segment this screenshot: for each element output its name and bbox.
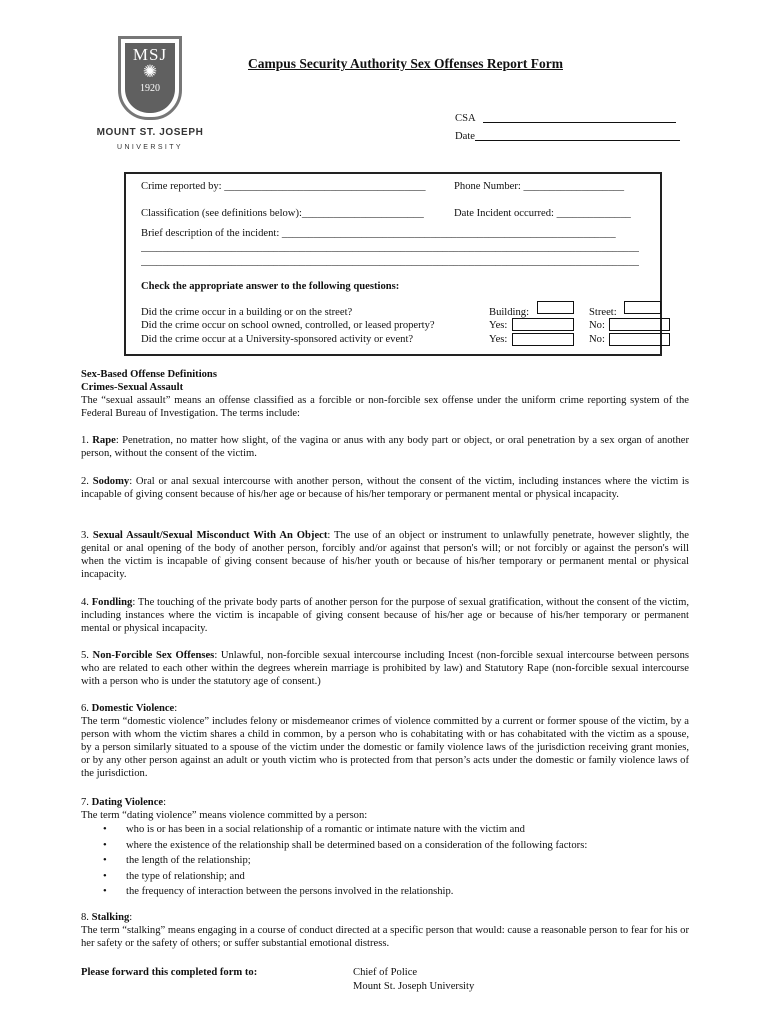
- phone-number-field[interactable]: Phone Number: ___________________: [454, 181, 625, 192]
- definition-rape: 1. Rape: Penetration, no matter how slight, of the vagina or anus with any body part or object, or oral penetration by a sex organ of another person, without the consent of the victim.: [81, 435, 689, 459]
- definition-stalking: 8. Stalking: The term “stalking” means engaging in a course of conduct directed at a specific person that would: cause a reasonable person to fear for his or her safety or the safety of others; or suffer substantial emotional distress.: [81, 912, 689, 949]
- answer-label: Street:: [589, 307, 617, 318]
- list-item: • who is or has been in a social relationship of a romantic or intimate nature with the victim and: [81, 822, 689, 838]
- forward-recipient: Chief of Police: [353, 967, 418, 978]
- street-checkbox[interactable]: [624, 301, 661, 314]
- definition-dating-violence: 7. Dating Violence: The term “dating violence” means violence committed by a person: • who is or has been in a social relationship of a romantic or intimate nature with the victim and • where the existence of the relationship shall be determined based on a consideration of the following factors: • the length of the relationship; • the type of relationship; and • the frequency of interaction between the persons involved in the relationship.: [81, 796, 689, 900]
- university-seal-logo: [118, 36, 182, 120]
- answer-label: Yes:: [489, 320, 508, 331]
- definition-domestic-violence: 6. Domestic Violence: The term “domestic violence” includes felony or misdemeanor crimes of violence committed by a current or former spouse of the victim, by a person with whom the victim shares a child in common, by a person who is cohabitating with or has cohabitated with the victim as a spouse, by a person similarly situated to a spouse of the victim under the domestic or family violence laws of the jurisdiction receiving grant monies, or by any other person against an adult or youth victim who is protected from that person’s acts under the domestic or family violence laws of the jurisdiction.: [81, 703, 689, 779]
- list-item: • the type of relationship; and: [81, 869, 689, 885]
- logo-year: 1920: [140, 83, 160, 94]
- logo-university-subname: UNIVERSITY: [116, 144, 183, 151]
- brief-description-field[interactable]: Brief description of the incident: _______________________________________________________________: [141, 228, 616, 239]
- question-text: Did the crime occur at a University-sponsored activity or event?: [141, 334, 414, 345]
- answer-label: No:: [589, 334, 605, 345]
- building-checkbox[interactable]: [537, 301, 574, 314]
- answer-label: Yes:: [489, 334, 508, 345]
- definition-fondling: 4. Fondling: The touching of the private body parts of another person for the purpose of sexual gratification, without the consent of the victim, including instances where the victim is incapable of giving consent because of his/her age or because of his/her temporary or permanent mental or physical incapacity.: [81, 597, 689, 634]
- compass-star-icon: ✺: [142, 62, 158, 81]
- question-text: Did the crime occur in a building or on the street?: [141, 307, 353, 318]
- definitions-intro: The “sexual assault” means an offense classified as a forcible or non-forcible sex offense under the uniform crime reporting system of the Federal Bureau of Investigation. The terms include:: [81, 395, 689, 419]
- crime-reported-by-field[interactable]: Crime reported by: ______________________________________: [141, 181, 426, 192]
- forward-institution: Mount St. Joseph University: [353, 981, 475, 992]
- list-item: • where the existence of the relationship shall be determined based on a consideration of the following factors:: [81, 838, 689, 854]
- answer-label: Building:: [489, 307, 530, 318]
- description-line[interactable]: ______________________________________________________________________________________________: [141, 242, 639, 253]
- date-label: Date: [455, 131, 475, 142]
- activity-no-checkbox[interactable]: [609, 333, 670, 346]
- list-item: • the frequency of interaction between the persons involved in the relationship.: [81, 884, 689, 900]
- date-field[interactable]: [475, 140, 680, 141]
- definition-non-forcible: 5. Non-Forcible Sex Offenses: Unlawful, non-forcible sexual intercourse including Incest (non-forcible sexual intercourse between persons who are related to each other within the degrees wherein marriage is prohibited by law) and Statutory Rape (non-forcible sexual intercourse with a person who is under the statutory age of consent.): [81, 650, 689, 687]
- description-line[interactable]: ______________________________________________________________________________________________: [141, 256, 639, 267]
- definition-sodomy: 2. Sodomy: Oral or anal sexual intercourse with another person, without the consent of the victim, including instances where the victim is incapable of giving consent because of his/her age or because of his/her temporary or permanent mental or physical incapacity.: [81, 476, 689, 500]
- list-item: • the length of the relationship;: [81, 853, 689, 869]
- definition-sexual-assault-object: 3. Sexual Assault/Sexual Misconduct With An Object: The use of an object or instrument to unlawfully penetrate, however slightly, the genital or anal opening of the body of another person, forcibly and/or against that person's will; or not forcibly or against the person's will when the victim is incapable of giving consent because of his/her youth or because of his/her temporary or permanent mental or physical incapacity.: [81, 530, 690, 580]
- activity-yes-checkbox[interactable]: [512, 333, 574, 346]
- form-title: Campus Security Authority Sex Offenses Report Form: [248, 56, 563, 71]
- csa-field[interactable]: [483, 122, 676, 123]
- property-yes-checkbox[interactable]: [512, 318, 574, 331]
- answer-label: No:: [589, 320, 605, 331]
- definitions-subheading: Crimes-Sexual Assault: [81, 382, 184, 393]
- property-no-checkbox[interactable]: [609, 318, 670, 331]
- definitions-heading: Sex-Based Offense Definitions: [81, 369, 217, 380]
- csa-label: CSA: [455, 113, 476, 124]
- date-incident-field[interactable]: Date Incident occurred: ______________: [454, 208, 631, 219]
- question-text: Did the crime occur on school owned, controlled, or leased property?: [141, 320, 435, 331]
- questions-heading: Check the appropriate answer to the following questions:: [141, 281, 400, 292]
- logo-university-name: MOUNT ST. JOSEPH: [96, 127, 204, 138]
- classification-field[interactable]: Classification (see definitions below):_______________________: [141, 208, 424, 219]
- forward-label: Please forward this completed form to:: [81, 967, 258, 978]
- logo-monogram: MSJ: [132, 45, 168, 64]
